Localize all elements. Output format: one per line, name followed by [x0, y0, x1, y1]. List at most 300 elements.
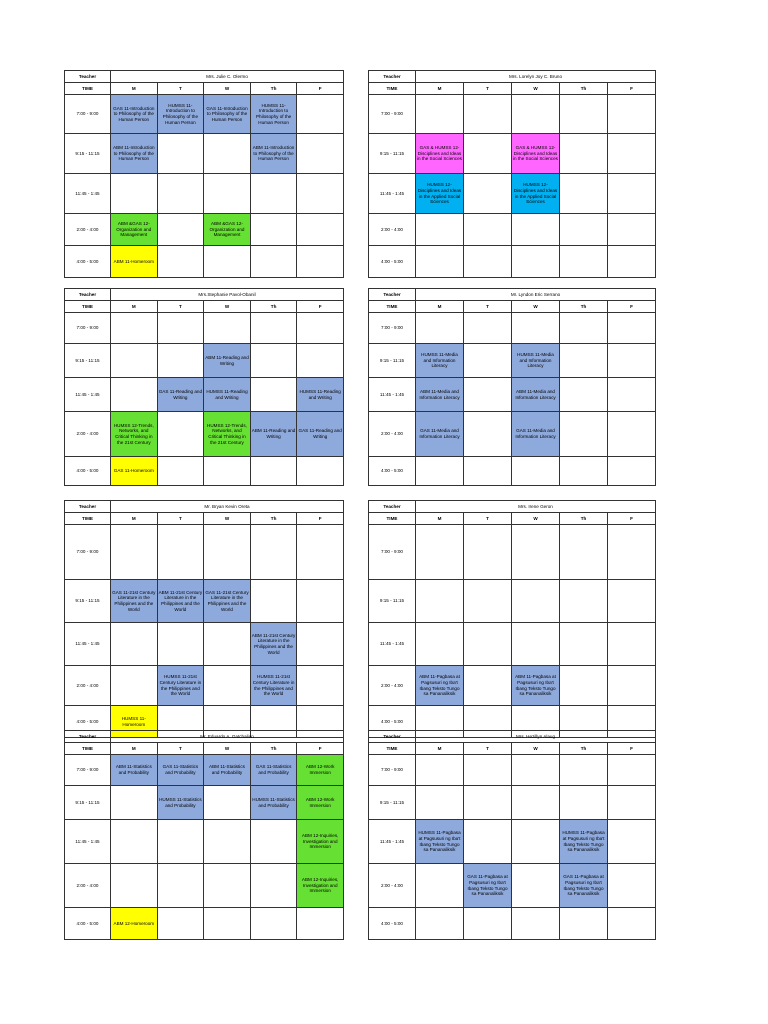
- day-header: W: [512, 743, 560, 755]
- schedule-table: [64, 500, 344, 738]
- time-slot-row: [65, 864, 344, 908]
- day-header: W: [204, 743, 251, 755]
- day-header: F: [608, 743, 656, 755]
- time-slot-row: [65, 246, 344, 278]
- time-slot: 2:00 - 4:00: [65, 214, 111, 246]
- time-label: TIME: [65, 743, 111, 755]
- class-cell: GAS 11-Media and Information Literacy: [416, 412, 464, 457]
- empty-cell: [297, 457, 344, 486]
- time-slot-row: [369, 457, 656, 486]
- empty-cell: [464, 525, 512, 580]
- time-slot-row: [369, 313, 656, 344]
- empty-cell: [512, 786, 560, 820]
- empty-cell: [560, 457, 608, 486]
- class-cell: GAS & HUMSS 12-Disciplines and Ideas in the Social Sciences: [512, 134, 560, 174]
- time-slot-row: [65, 174, 344, 214]
- empty-cell: [560, 755, 608, 786]
- empty-cell: [297, 313, 344, 344]
- class-cell: HUMSS 12-Trends, Networks, and Critical Thinking in the 21st Century: [111, 412, 158, 457]
- days-row: [65, 743, 344, 755]
- empty-cell: [297, 214, 344, 246]
- class-cell: GAS 11-Media and Information Literacy: [512, 412, 560, 457]
- time-slot-row: [65, 908, 344, 940]
- empty-cell: [560, 412, 608, 457]
- empty-cell: [464, 246, 512, 278]
- day-header: T: [464, 513, 512, 525]
- time-label: TIME: [65, 301, 111, 313]
- day-header: T: [464, 83, 512, 95]
- schedule-table: [368, 730, 656, 940]
- time-slot: 2:00 - 4:00: [369, 214, 416, 246]
- days-row: [65, 301, 344, 313]
- empty-cell: [608, 457, 656, 486]
- class-cell: GAS 11-Pagbasa at Pagsusuri ng Iba't Ibang Teksto Tungo sa Pananaliksik: [464, 864, 512, 908]
- time-slot-row: [369, 525, 656, 580]
- teacher-name: Mr. Eduardo A. Gatchalian: [111, 731, 344, 743]
- empty-cell: [111, 313, 158, 344]
- time-slot-row: [65, 134, 344, 174]
- empty-cell: [157, 525, 204, 580]
- class-cell: ABM 12-Homeroom: [111, 908, 158, 940]
- time-slot: 11:45 - 1:45: [369, 623, 416, 666]
- empty-cell: [560, 580, 608, 623]
- time-slot-row: [369, 580, 656, 623]
- day-header: F: [297, 743, 344, 755]
- class-cell: HUMSS 11-Media and Information Literacy: [416, 344, 464, 378]
- empty-cell: [111, 344, 158, 378]
- time-slot: 11:45 - 1:45: [65, 378, 111, 412]
- time-slot-row: [65, 412, 344, 457]
- day-header: Th: [560, 301, 608, 313]
- time-slot: 4:00 - 5:00: [369, 908, 416, 940]
- teacher-name: Mr. Bryan Kevin Oreta: [111, 501, 344, 513]
- empty-cell: [464, 313, 512, 344]
- time-slot-row: [65, 457, 344, 486]
- empty-cell: [157, 412, 204, 457]
- empty-cell: [560, 174, 608, 214]
- empty-cell: [111, 820, 158, 864]
- day-header: W: [204, 83, 251, 95]
- day-header: F: [608, 301, 656, 313]
- empty-cell: [560, 344, 608, 378]
- day-header: M: [416, 743, 464, 755]
- teacher-name: Mrs.Stephanie Pavol-Obanil: [111, 289, 344, 301]
- empty-cell: [416, 214, 464, 246]
- schedule-table: [368, 288, 656, 486]
- time-slot-row: [369, 666, 656, 706]
- empty-cell: [250, 313, 297, 344]
- time-label: TIME: [369, 83, 416, 95]
- teacher-label: Teacher: [65, 501, 111, 513]
- class-cell: GAS 11-Introduction to Philosophy of the Human Person: [204, 95, 251, 134]
- empty-cell: [512, 246, 560, 278]
- day-header: Th: [250, 513, 297, 525]
- time-slot: 7:00 - 9:00: [369, 755, 416, 786]
- time-slot-row: [65, 313, 344, 344]
- time-slot: 4:00 - 5:00: [369, 706, 416, 738]
- class-cell: ABM 11-21st Century Literature in the Philippines and the World: [250, 623, 297, 666]
- time-slot-row: [369, 864, 656, 908]
- empty-cell: [608, 525, 656, 580]
- time-slot: 4:00 - 5:00: [369, 457, 416, 486]
- time-label: TIME: [65, 83, 111, 95]
- empty-cell: [608, 908, 656, 940]
- empty-cell: [560, 908, 608, 940]
- teacher-row: [369, 731, 656, 743]
- class-cell: HUMSS 12-Disciplines and Ideas in the Applied Social Sciences: [512, 174, 560, 214]
- empty-cell: [297, 134, 344, 174]
- teacher-name: Mrs. Lorelyn Joy C. Bruno: [416, 71, 656, 83]
- time-slot: 11:45 - 1:45: [65, 174, 111, 214]
- class-cell: ABM 11-Introduction to Philosophy of the Human Person: [250, 134, 297, 174]
- empty-cell: [560, 623, 608, 666]
- day-header: W: [204, 513, 251, 525]
- class-cell: ABM 11-Media and Information Literacy: [512, 378, 560, 412]
- class-cell: HUMSS 11-Pagbasa at Pagsusuri ng Iba't Ibang Teksto Tungo sa Pananaliksik: [560, 820, 608, 864]
- empty-cell: [204, 457, 251, 486]
- teacher-label: Teacher: [369, 731, 416, 743]
- day-header: Th: [250, 743, 297, 755]
- class-cell: ABM 11-Media and Information Literacy: [416, 378, 464, 412]
- empty-cell: [608, 134, 656, 174]
- class-cell: HUMSS 11-21st Century Literature in the Philippines and the World: [157, 666, 204, 706]
- empty-cell: [608, 864, 656, 908]
- empty-cell: [297, 174, 344, 214]
- day-header: Th: [250, 83, 297, 95]
- day-header: M: [111, 301, 158, 313]
- empty-cell: [250, 246, 297, 278]
- time-slot-row: [65, 580, 344, 623]
- time-slot: 2:00 - 4:00: [65, 864, 111, 908]
- day-header: Th: [560, 83, 608, 95]
- empty-cell: [512, 95, 560, 134]
- empty-cell: [560, 666, 608, 706]
- time-slot: 11:45 - 1:45: [369, 378, 416, 412]
- empty-cell: [464, 412, 512, 457]
- day-header: T: [464, 301, 512, 313]
- empty-cell: [608, 95, 656, 134]
- time-slot: 9:15 - 11:15: [65, 344, 111, 378]
- schedule-table: [64, 70, 344, 278]
- day-header: M: [111, 83, 158, 95]
- empty-cell: [157, 344, 204, 378]
- time-label: TIME: [369, 743, 416, 755]
- empty-cell: [512, 864, 560, 908]
- time-slot: 2:00 - 4:00: [65, 412, 111, 457]
- empty-cell: [297, 623, 344, 666]
- time-slot-row: [369, 378, 656, 412]
- time-label: TIME: [65, 513, 111, 525]
- time-slot-row: [65, 755, 344, 786]
- time-slot: 7:00 - 9:00: [369, 525, 416, 580]
- empty-cell: [157, 214, 204, 246]
- class-cell: ABM 12-Inquiries, Investigation and Immersion: [297, 820, 344, 864]
- teacher-row: [369, 501, 656, 513]
- time-slot: 2:00 - 4:00: [369, 666, 416, 706]
- teacher-row: [65, 71, 344, 83]
- day-header: M: [416, 83, 464, 95]
- class-cell: GAS 11-Reading and Writing: [297, 412, 344, 457]
- empty-cell: [416, 864, 464, 908]
- class-cell: ABM 11-21st Century Literature in the Philippines and the World: [157, 580, 204, 623]
- class-cell: HUMSS 11-Pagbasa at Pagsusuri ng Iba't Ibang Teksto Tungo sa Pananaliksik: [416, 820, 464, 864]
- empty-cell: [416, 457, 464, 486]
- day-header: Th: [250, 301, 297, 313]
- empty-cell: [157, 908, 204, 940]
- time-label: TIME: [369, 513, 416, 525]
- empty-cell: [608, 820, 656, 864]
- empty-cell: [250, 457, 297, 486]
- empty-cell: [512, 908, 560, 940]
- empty-cell: [204, 786, 251, 820]
- empty-cell: [416, 908, 464, 940]
- empty-cell: [111, 623, 158, 666]
- empty-cell: [157, 820, 204, 864]
- empty-cell: [204, 246, 251, 278]
- day-header: T: [157, 513, 204, 525]
- empty-cell: [157, 134, 204, 174]
- day-header: W: [204, 301, 251, 313]
- empty-cell: [416, 623, 464, 666]
- day-header: F: [297, 301, 344, 313]
- class-cell: ABM 11-Homeroom: [111, 246, 158, 278]
- time-slot-row: [369, 134, 656, 174]
- empty-cell: [250, 174, 297, 214]
- class-cell: ABM 11-Introduction to Philosophy of the Human Person: [111, 134, 158, 174]
- time-slot: 4:00 - 5:00: [65, 706, 111, 738]
- time-slot: 9:15 - 11:15: [65, 580, 111, 623]
- empty-cell: [512, 820, 560, 864]
- empty-cell: [608, 623, 656, 666]
- class-cell: HUMSS 11-Media and Information Literacy: [512, 344, 560, 378]
- class-cell: GAS 11-Statistics and Probability: [157, 755, 204, 786]
- time-slot: 2:00 - 4:00: [369, 864, 416, 908]
- day-header: W: [512, 301, 560, 313]
- teacher-row: [369, 71, 656, 83]
- time-slot: 11:45 - 1:45: [65, 820, 111, 864]
- class-cell: HUMSS 11-Statistics and Probability: [157, 786, 204, 820]
- class-cell: ABM &GAS 12-Organization and Management: [111, 214, 158, 246]
- empty-cell: [464, 580, 512, 623]
- days-row: [369, 83, 656, 95]
- empty-cell: [297, 95, 344, 134]
- empty-cell: [560, 378, 608, 412]
- empty-cell: [111, 378, 158, 412]
- class-cell: ABM 11-Pagbasa at Pagsusuri ng Iba't Ibang Teksto Tungo sa Pananaliksik: [416, 666, 464, 706]
- empty-cell: [204, 134, 251, 174]
- teacher-row: [65, 731, 344, 743]
- teacher-name: Mrs. Hezillyn Alaug: [416, 731, 656, 743]
- time-slot-row: [65, 623, 344, 666]
- empty-cell: [608, 214, 656, 246]
- empty-cell: [512, 623, 560, 666]
- class-cell: ABM 12-Work Immersion: [297, 786, 344, 820]
- day-header: W: [512, 83, 560, 95]
- days-row: [65, 83, 344, 95]
- time-slot: 2:00 - 4:00: [369, 412, 416, 457]
- day-header: F: [608, 513, 656, 525]
- empty-cell: [608, 378, 656, 412]
- time-slot: 4:00 - 5:00: [65, 908, 111, 940]
- empty-cell: [204, 820, 251, 864]
- time-slot-row: [369, 412, 656, 457]
- empty-cell: [157, 623, 204, 666]
- time-slot-row: [65, 525, 344, 580]
- time-slot-row: [369, 908, 656, 940]
- time-slot: 11:45 - 1:45: [369, 820, 416, 864]
- time-slot-row: [65, 95, 344, 134]
- class-cell: HUMSS 12-Disciplines and Ideas in the Applied Social Sciences: [416, 174, 464, 214]
- teacher-label: Teacher: [65, 731, 111, 743]
- empty-cell: [250, 344, 297, 378]
- empty-cell: [204, 525, 251, 580]
- empty-cell: [250, 580, 297, 623]
- day-header: Th: [560, 743, 608, 755]
- class-cell: GAS 11-21st Century Literature in the Philippines and the World: [204, 580, 251, 623]
- empty-cell: [608, 174, 656, 214]
- time-slot-row: [65, 820, 344, 864]
- empty-cell: [204, 908, 251, 940]
- empty-cell: [464, 344, 512, 378]
- empty-cell: [560, 246, 608, 278]
- empty-cell: [204, 864, 251, 908]
- day-header: M: [416, 301, 464, 313]
- days-row: [369, 513, 656, 525]
- empty-cell: [608, 313, 656, 344]
- empty-cell: [250, 864, 297, 908]
- teacher-name: Mrs. Julie C. Olermo: [111, 71, 344, 83]
- teacher-row: [65, 501, 344, 513]
- day-header: M: [416, 513, 464, 525]
- class-cell: GAS 11-Reading and Writing: [157, 378, 204, 412]
- empty-cell: [608, 412, 656, 457]
- empty-cell: [608, 344, 656, 378]
- class-cell: ABM &GAS 12-Organization and Management: [204, 214, 251, 246]
- empty-cell: [416, 786, 464, 820]
- class-cell: GAS 11-Introduction to Philosophy of the Human Person: [111, 95, 158, 134]
- teacher-name: Mr. Lyndon Eric Serrano: [416, 289, 656, 301]
- days-row: [369, 743, 656, 755]
- empty-cell: [416, 525, 464, 580]
- day-header: W: [512, 513, 560, 525]
- day-header: M: [111, 513, 158, 525]
- class-cell: HUMSS 11-Reading and Writing: [297, 378, 344, 412]
- empty-cell: [111, 786, 158, 820]
- day-header: T: [157, 743, 204, 755]
- time-slot: 9:15 - 11:15: [369, 580, 416, 623]
- empty-cell: [512, 457, 560, 486]
- empty-cell: [297, 344, 344, 378]
- empty-cell: [464, 755, 512, 786]
- day-header: F: [608, 83, 656, 95]
- empty-cell: [560, 134, 608, 174]
- empty-cell: [512, 214, 560, 246]
- time-slot: 7:00 - 9:00: [65, 755, 111, 786]
- time-slot-row: [369, 174, 656, 214]
- days-row: [65, 513, 344, 525]
- time-slot: 7:00 - 9:00: [369, 95, 416, 134]
- days-row: [369, 301, 656, 313]
- time-slot-row: [369, 755, 656, 786]
- empty-cell: [512, 525, 560, 580]
- class-cell: HUMSS 11-Homeroom: [111, 706, 158, 738]
- time-slot-row: [369, 246, 656, 278]
- empty-cell: [512, 755, 560, 786]
- time-slot: 9:15 - 11:15: [369, 344, 416, 378]
- class-cell: ABM 11-Pagbasa at Pagsusuri ng Iba't Ibang Teksto Tungo sa Pananaliksik: [512, 666, 560, 706]
- empty-cell: [464, 174, 512, 214]
- time-slot: 9:15 - 11:15: [65, 134, 111, 174]
- class-cell: HUMSS 11-Introduction to Philosophy of the Human Person: [250, 95, 297, 134]
- empty-cell: [111, 174, 158, 214]
- time-slot: 4:00 - 5:00: [65, 457, 111, 486]
- empty-cell: [416, 95, 464, 134]
- class-cell: GAS & HUMSS 12-Disciplines and Ideas in the Social Sciences: [416, 134, 464, 174]
- time-slot-row: [65, 378, 344, 412]
- time-slot-row: [65, 786, 344, 820]
- schedule-table: [368, 500, 656, 738]
- time-slot-row: [369, 214, 656, 246]
- class-cell: ABM 12-Work Immersion: [297, 755, 344, 786]
- class-cell: GAS 11-Homeroom: [111, 457, 158, 486]
- empty-cell: [157, 313, 204, 344]
- time-slot: 11:45 - 1:45: [369, 174, 416, 214]
- schedule-table: [64, 288, 344, 486]
- empty-cell: [464, 95, 512, 134]
- empty-cell: [204, 174, 251, 214]
- empty-cell: [608, 666, 656, 706]
- empty-cell: [464, 666, 512, 706]
- empty-cell: [512, 580, 560, 623]
- empty-cell: [464, 457, 512, 486]
- time-slot: 4:00 - 5:00: [369, 246, 416, 278]
- empty-cell: [608, 786, 656, 820]
- empty-cell: [111, 864, 158, 908]
- class-cell: ABM 11-Statistics and Probability: [204, 755, 251, 786]
- time-slot: 7:00 - 9:00: [65, 95, 111, 134]
- time-slot: 11:45 - 1:45: [65, 623, 111, 666]
- empty-cell: [464, 820, 512, 864]
- time-slot-row: [369, 786, 656, 820]
- empty-cell: [608, 246, 656, 278]
- empty-cell: [204, 313, 251, 344]
- empty-cell: [157, 864, 204, 908]
- time-label: TIME: [369, 301, 416, 313]
- class-cell: HUMSS 11-Reading and Writing: [204, 378, 251, 412]
- time-slot: 7:00 - 9:00: [65, 313, 111, 344]
- time-slot: 7:00 - 9:00: [369, 313, 416, 344]
- class-cell: HUMSS 11-21st Century Literature in the Philippines and the World: [250, 666, 297, 706]
- time-slot: 2:00 - 4:00: [65, 666, 111, 706]
- empty-cell: [560, 313, 608, 344]
- class-cell: ABM 11-Reading and Writing: [250, 412, 297, 457]
- class-cell: HUMSS 12-Trends, Networks, and Critical Thinking in the 21st Century: [204, 412, 251, 457]
- day-header: T: [464, 743, 512, 755]
- class-cell: ABM 11-Statistics and Probability: [111, 755, 158, 786]
- empty-cell: [464, 214, 512, 246]
- teacher-label: Teacher: [369, 289, 416, 301]
- empty-cell: [111, 525, 158, 580]
- empty-cell: [250, 908, 297, 940]
- empty-cell: [157, 246, 204, 278]
- empty-cell: [250, 378, 297, 412]
- time-slot: 9:15 - 11:15: [369, 134, 416, 174]
- empty-cell: [464, 908, 512, 940]
- empty-cell: [297, 246, 344, 278]
- class-cell: HUMSS 11-Statistics and Probability: [250, 786, 297, 820]
- teacher-label: Teacher: [65, 289, 111, 301]
- empty-cell: [157, 174, 204, 214]
